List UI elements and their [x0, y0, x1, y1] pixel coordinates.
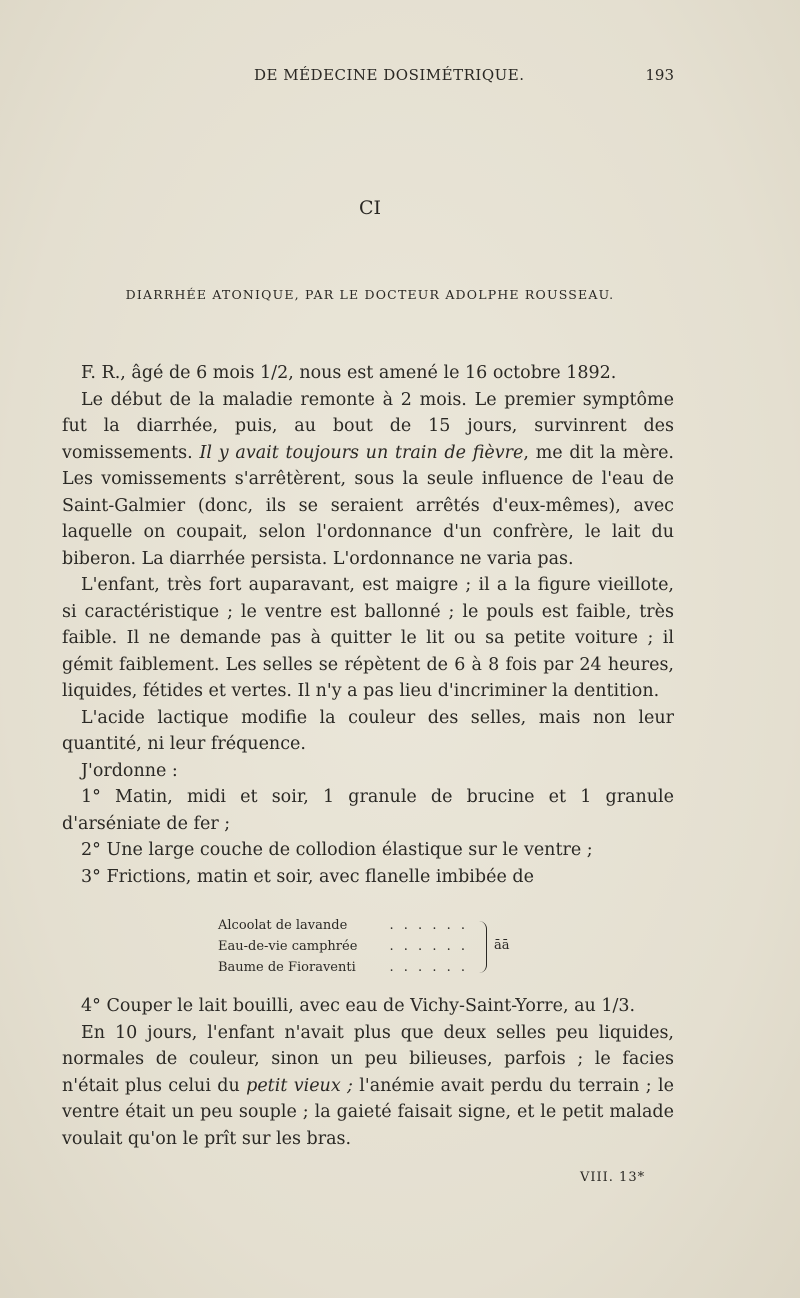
italic-quote: Il y avait toujours un train de fièvre [199, 442, 524, 463]
paragraph: F. R., âgé de 6 mois 1/2, nous est amené le 16 octobre 1892. [81, 363, 617, 383]
paragraph: 3° Frictions, matin et soir, avec flanelle imbibée de [81, 866, 534, 887]
italic-quote: petit vieux ; [246, 1075, 353, 1096]
paragraph: 4° Couper le lait bouilli, avec eau de Vichy-Saint-Yorre, au 1/3. [81, 996, 636, 1016]
recipe-quantity: āā [494, 938, 510, 953]
running-head [62, 66, 674, 90]
paragraph: 1° Matin, midi et soir, 1 granule de brucine et 1 granule d'arséniate de fer ; [62, 787, 674, 834]
paragraph-text: , me dit la mère. Les vomissements s'arrêtèrent, sous la seule influence de l'eau de Saint-Galmier (donc, ils se seraient arrêtés d'eux-mêmes), avec laquelle on coupait, selon l'ordonnance d'un confrère, le lait du biberon. La diarrhée persista. L'ordonnance ne varia pas. [62, 442, 674, 569]
paragraph: L'acide lactique modifie la couleur des selles, mais non leur quantité, ni leur fréquence. [62, 707, 674, 754]
running-title: DE MÉDECINE DOSIMÉTRIQUE. [254, 66, 525, 84]
body-text-continued [62, 993, 674, 1152]
recipe-block [218, 915, 528, 978]
leader-dots: . . . . . . [389, 960, 468, 975]
recipe-item: Eau-de-vie camphrée [218, 939, 358, 954]
chapter-title: DIARRHÉE ATONIQUE, PAR LE DOCTEUR ADOLPHE ROUSSEAU. [125, 287, 615, 302]
signature-mark: VIII. 13* [580, 1170, 646, 1185]
leader-dots: . . . . . . [389, 939, 468, 954]
page-number: 193 [645, 66, 674, 84]
paragraph-text: Le début de la maladie remonte à 2 mois. Le premier symptôme fut la diarrhée, puis, au bout de 15 jours, survinrent des vomissements. [62, 389, 674, 463]
recipe-row [218, 957, 468, 978]
paragraph-text: l'anémie avait perdu du terrain ; le ventre était un peu souple ; la gaieté faisait signe, et le petit malade voulait qu'on le prît sur les bras. [62, 1075, 675, 1149]
paragraph [62, 387, 674, 573]
body-text [62, 360, 674, 890]
chapter-number: CI [358, 197, 382, 219]
paragraph-text: En 10 jours, l'enfant n'avait plus que deux selles peu liquides, normales de couleur, sinon un peu bilieuses, parfois ; le facies n'était plus celui du [62, 1022, 674, 1096]
leader-dots: . . . . . . [389, 918, 468, 933]
paragraph [62, 1020, 674, 1153]
recipe-row [218, 936, 468, 957]
recipe-item: Baume de Fioraventi [218, 960, 356, 975]
paragraph: L'enfant, très fort auparavant, est maigre ; il a la figure vieillote, si caractéristique ; le ventre est ballonné ; le pouls est faible, très faible. Il ne demande pas à quitter le lit ou sa petite voiture ; il gémit faiblement. Les selles se répètent de 6 à 8 fois par 24 heures, liquides, fétides et vertes. Il n'y a pas lieu d'incriminer la dentition. [62, 575, 674, 701]
paragraph: J'ordonne : [81, 760, 178, 781]
recipe-item: Alcoolat de lavande [218, 918, 348, 933]
brace [478, 921, 487, 973]
paragraph: 2° Une large couche de collodion élastique sur le ventre ; [81, 840, 593, 860]
recipe-row [218, 915, 468, 936]
